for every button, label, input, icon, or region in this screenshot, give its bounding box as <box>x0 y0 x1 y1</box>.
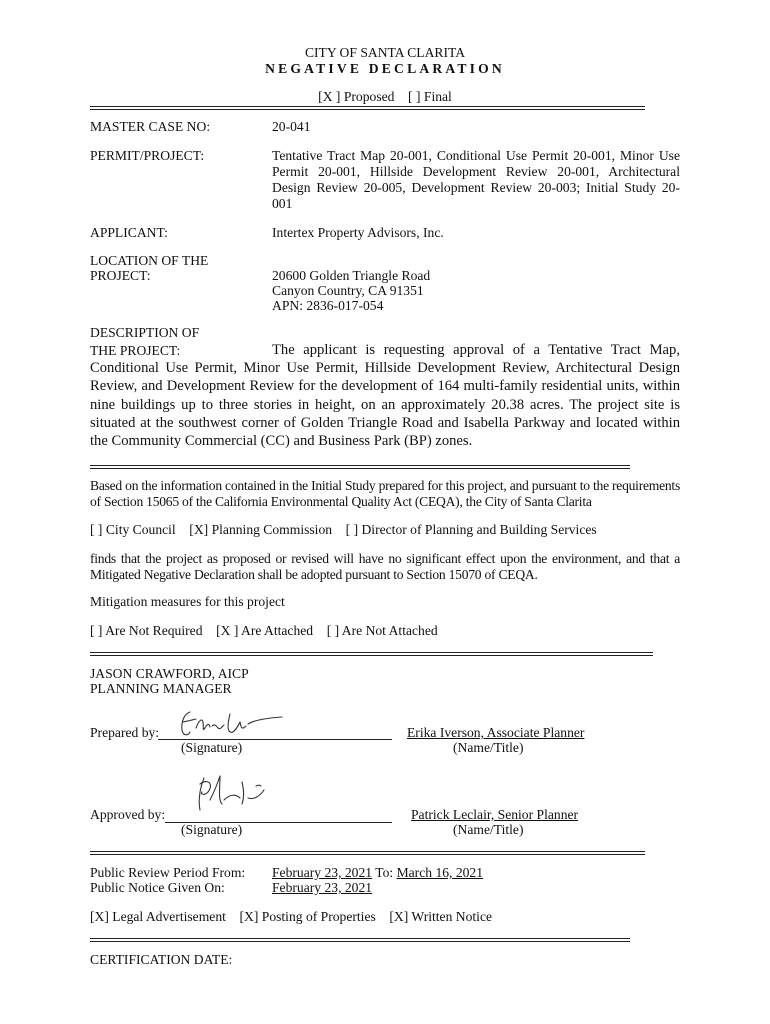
public-notice-label: Public Notice Given On: <box>90 880 225 895</box>
applicant-value: Intertex Property Advisors, Inc. <box>272 225 444 240</box>
prepared-signature-caption: (Signature) <box>181 740 243 755</box>
location-address-line-2: Canyon Country, CA 91351 <box>272 283 424 298</box>
public-notice-date: February 23, 2021 <box>272 880 373 895</box>
divider-double <box>90 652 653 656</box>
approved-name-title: Patrick Leclair, Senior Planner <box>411 807 579 822</box>
location-label-line-2: PROJECT: <box>90 268 151 283</box>
description-label-line-1: DESCRIPTION OF <box>90 325 200 340</box>
prepared-signature-image <box>172 706 292 742</box>
divider-double <box>90 851 645 855</box>
permit-value: Tentative Tract Map 20-001, Conditional Use Permit 20-001, Minor Use Permit 20-001, Hillside Development Review 20-001, Architectural Design Review 20-005, Development Review 20-003; Initial Study 20-001 <box>272 148 680 211</box>
mitigation-options: [ ] Are Not Required [X ] Are Attached [ ] Are Not Attached <box>90 623 438 638</box>
prepared-name-caption: (Name/Title) <box>453 740 524 755</box>
decision-body-options: [ ] City Council [X] Planning Commission [ ] Director of Planning and Building Services <box>90 522 597 537</box>
mitigation-label: Mitigation measures for this project <box>90 594 285 609</box>
finds-text: finds that the project as proposed or revised will have no significant effect upon the environment, and that a Mitigated Negative Declaration shall be adopted pursuant to Section 15070 of CEQA. <box>90 551 680 582</box>
master-case-label: MASTER CASE NO: <box>90 119 211 134</box>
description-label-line-2: THE PROJECT: <box>90 343 181 358</box>
location-apn: APN: 2836-017-054 <box>272 298 384 313</box>
city-name: CITY OF SANTA CLARITA <box>304 45 466 60</box>
divider-double <box>90 106 645 110</box>
notice-methods: [X] Legal Advertisement [X] Posting of Properties [X] Written Notice <box>90 909 493 924</box>
applicant-label: APPLICANT: <box>90 225 168 240</box>
master-case-value: 20-041 <box>272 119 311 134</box>
document-title: NEGATIVE DECLARATION <box>265 61 505 76</box>
location-label-line-1: LOCATION OF THE <box>90 253 209 268</box>
certification-date-label: CERTIFICATION DATE: <box>90 952 233 967</box>
divider-double <box>90 465 630 469</box>
status-line: [X ] Proposed [ ] Final <box>318 89 452 104</box>
review-period-dates <box>272 865 483 881</box>
approved-signature-caption: (Signature) <box>181 822 243 837</box>
manager-name: JASON CRAWFORD, AICP <box>90 666 249 681</box>
permit-label: PERMIT/PROJECT: <box>90 148 205 163</box>
review-period-to-label: To: <box>375 865 394 880</box>
description-text: The applicant is requesting approval of a Tentative Tract Map, Conditional Use Permit, Minor Use Permit, Hillside Development Review, Architectural Design Review, and Development Review for the development of 164 multi-family residential units, within nine buildings up to three stories in height, on an approximately 20.38 acres. The project site is situated at the southwest corner of Golden Triangle Road and Isabella Parkway and located within the Community Commercial (CC) and Business Park (BP) zones. <box>90 342 680 450</box>
location-address-line-1: 20600 Golden Triangle Road <box>272 268 431 283</box>
manager-title: PLANNING MANAGER <box>90 681 232 696</box>
divider-double <box>90 938 630 942</box>
approved-signature-image <box>190 770 270 816</box>
approved-by-label: Approved by: <box>90 807 166 822</box>
approved-name-caption: (Name/Title) <box>453 822 524 837</box>
review-period-label: Public Review Period From: <box>90 865 246 880</box>
prepared-name-title: Erika Iverson, Associate Planner <box>407 725 585 740</box>
review-period-to: March 16, 2021 <box>396 865 484 880</box>
review-period-from: February 23, 2021 <box>272 865 373 880</box>
based-on-text: Based on the information contained in the Initial Study prepared for this project, and pursuant to the requirements of Section 15065 of the California Environmental Quality Act (CEQA), the City of Santa Clarita <box>90 478 680 509</box>
prepared-by-label: Prepared by: <box>90 725 160 740</box>
